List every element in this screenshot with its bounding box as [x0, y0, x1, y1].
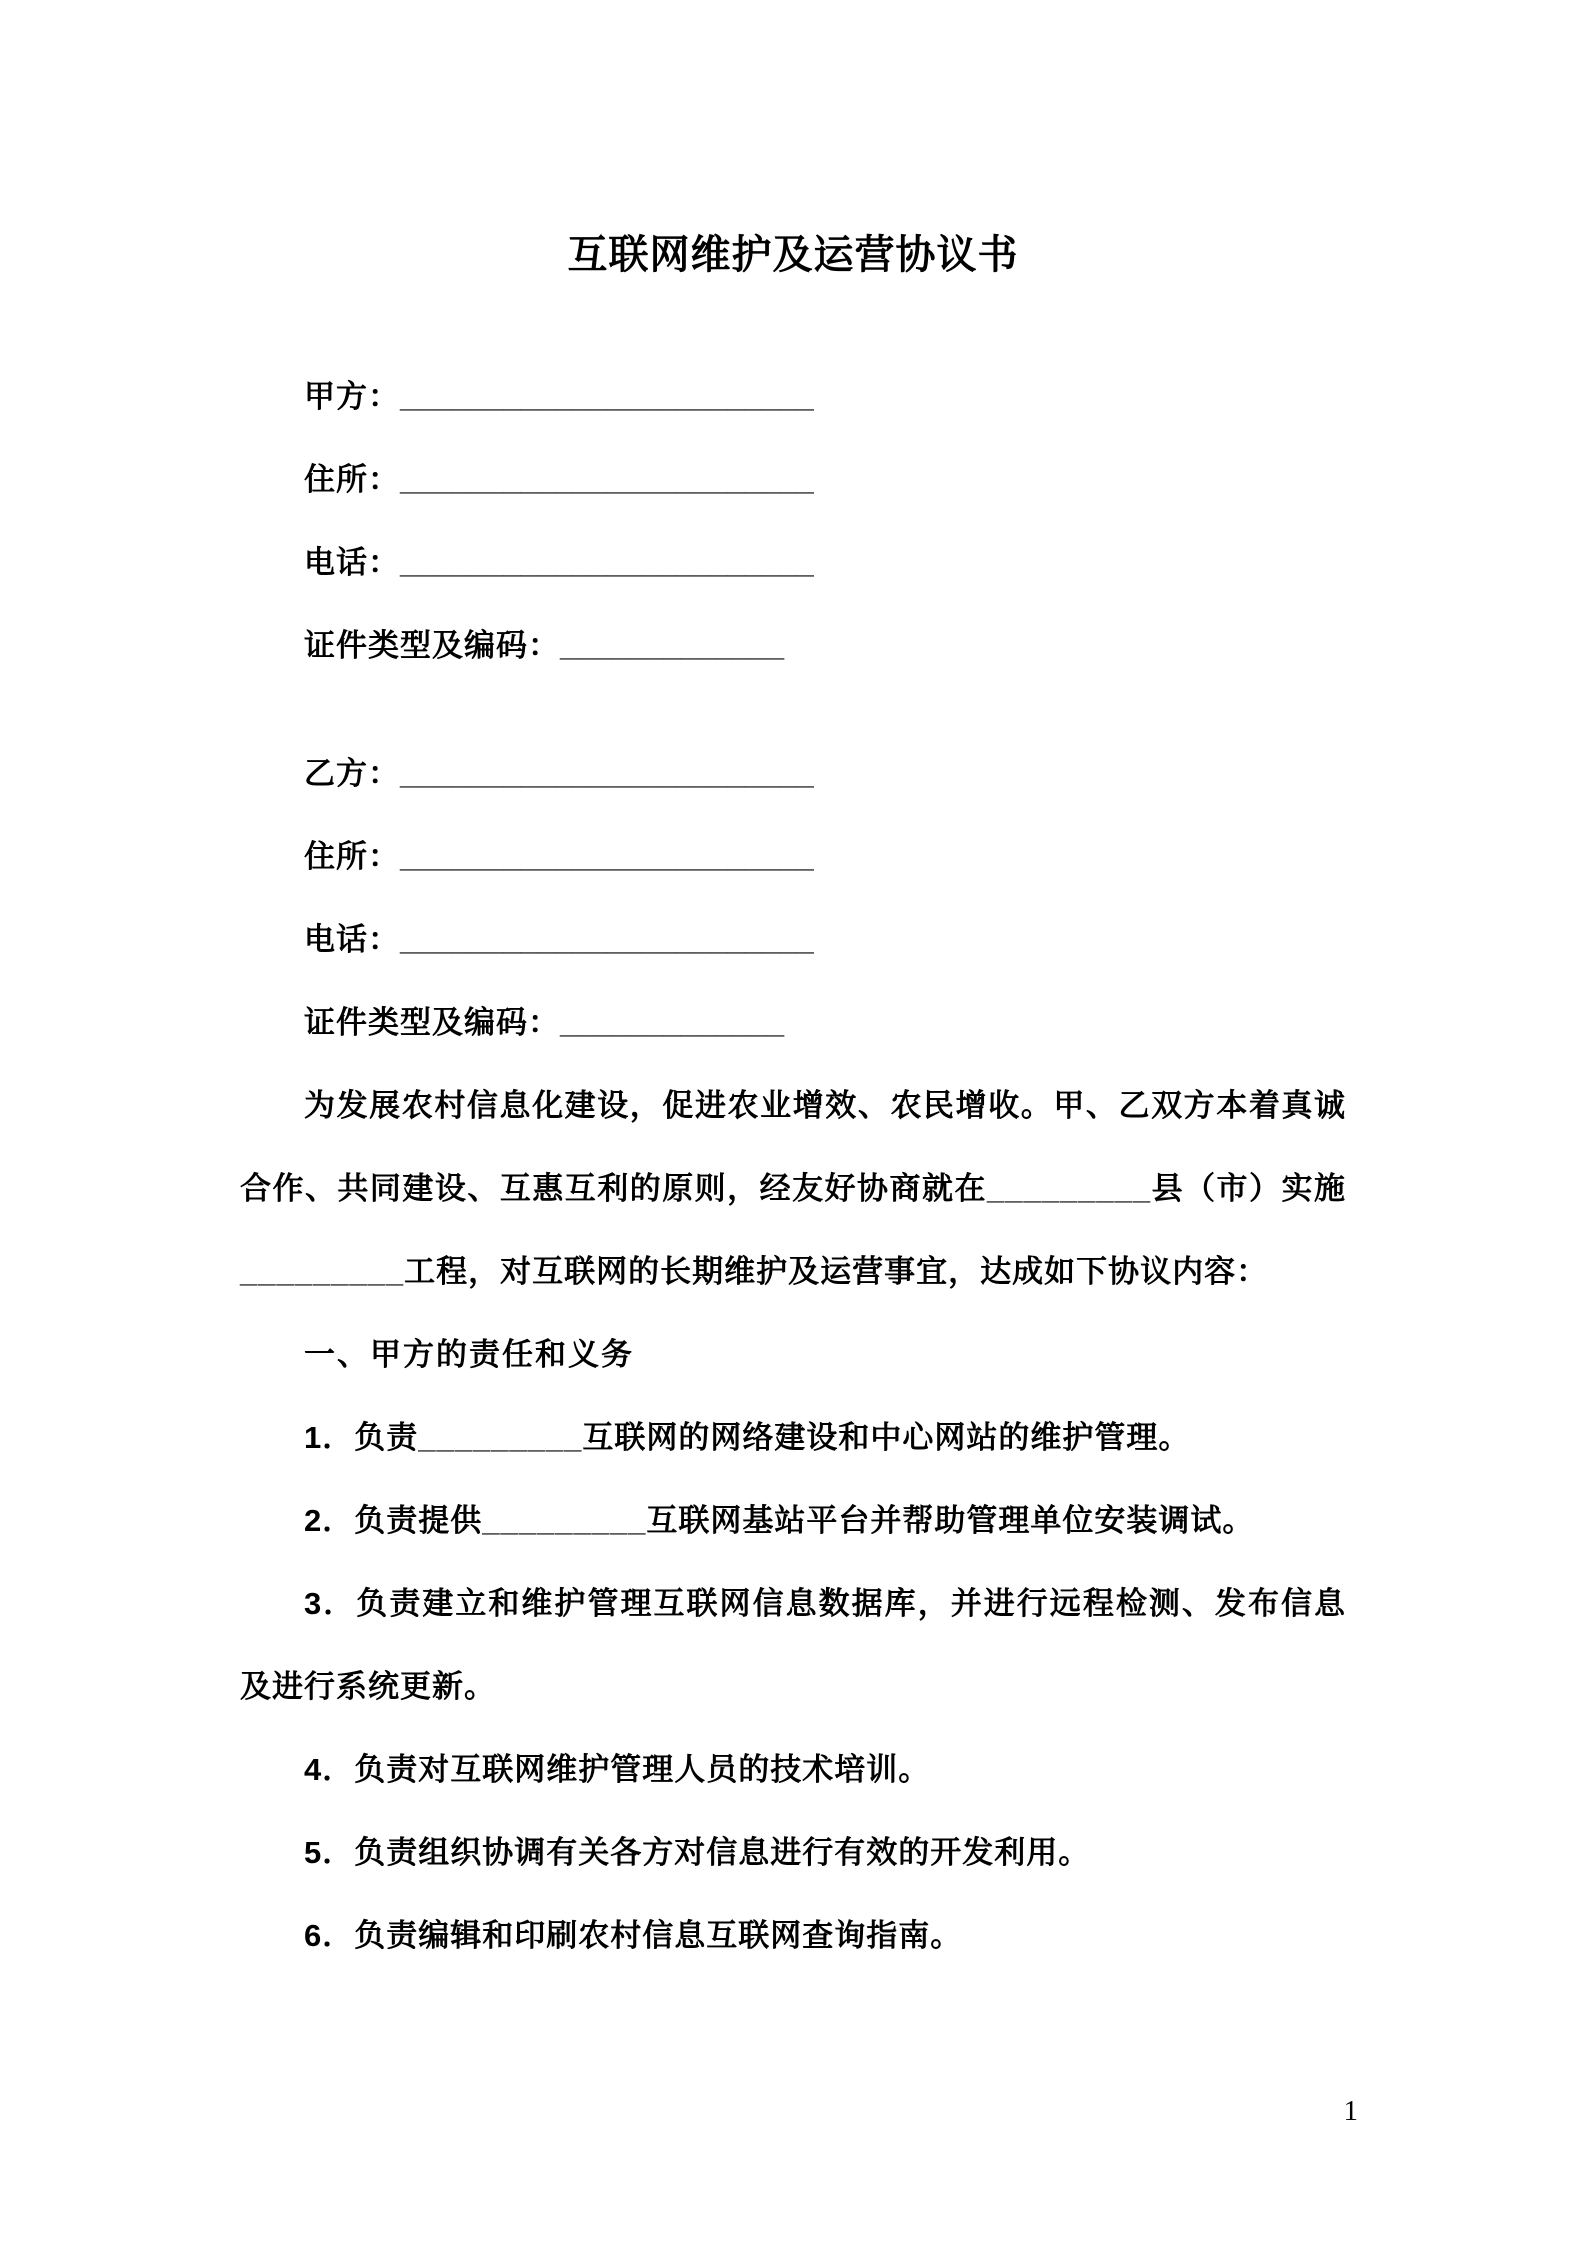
party-a-block	[240, 355, 1346, 687]
section-1-item: 2．负责提供_________互联网基站平台并帮助管理单位安装调试。	[304, 1503, 1255, 1538]
document-title: 互联网维护及运营协议书	[567, 233, 1019, 277]
section-1-item: 4．负责对互联网维护管理人员的技术培训。	[304, 1752, 931, 1787]
section-1-item: 5．负责组织协调有关各方对信息进行有效的开发利用。	[304, 1835, 1091, 1870]
field-blank-line: ________________________	[400, 839, 814, 874]
field-blank-line: ________________________	[400, 379, 814, 414]
party-b-row	[240, 732, 1346, 815]
field-label: 电话：	[304, 922, 400, 957]
field-label: 证件类型及编码：	[304, 1005, 560, 1040]
section-1-item: 1．负责_________互联网的网络建设和中心网站的维护管理。	[304, 1420, 1191, 1455]
section-1-items	[240, 1396, 1346, 1977]
section-1-item: 6．负责编辑和印刷农村信息互联网查询指南。	[304, 1918, 963, 1953]
page-number: 1	[1343, 2095, 1358, 2127]
field-blank-line: ________________________	[400, 545, 814, 580]
field-label: 证件类型及编码：	[304, 628, 560, 663]
party-a-row	[240, 438, 1346, 521]
party-b-row	[240, 815, 1346, 898]
party-a-row	[240, 521, 1346, 604]
intro-paragraph: 为发展农村信息化建设，促进农业增效、农民增收。甲、乙双方本着真诚合作、共同建设、互惠互利的原则，经友好协商就在_________县（市）实施_________工程，对互联网的长期维护及运营事宜，达成如下协议内容：	[240, 1088, 1346, 1289]
party-a-row	[240, 355, 1346, 438]
section-1-heading: 一、甲方的责任和义务	[304, 1337, 634, 1372]
field-label: 电话：	[304, 545, 400, 580]
field-label: 住所：	[304, 462, 400, 497]
party-b-row	[240, 981, 1346, 1064]
field-label: 乙方：	[304, 756, 400, 791]
section-1-item: 3．负责建立和维护管理互联网信息数据库，并进行远程检测、发布信息及进行系统更新。	[240, 1586, 1346, 1704]
field-blank-line: _____________	[560, 1005, 785, 1040]
field-blank-line: _____________	[560, 628, 785, 663]
party-a-row	[240, 604, 1346, 687]
field-blank-line: ________________________	[400, 922, 814, 957]
party-b-row	[240, 898, 1346, 981]
field-label: 住所：	[304, 839, 400, 874]
field-label: 甲方：	[304, 379, 400, 414]
party-b-block	[240, 732, 1346, 1064]
field-blank-line: ________________________	[400, 462, 814, 497]
field-blank-line: ________________________	[400, 756, 814, 791]
